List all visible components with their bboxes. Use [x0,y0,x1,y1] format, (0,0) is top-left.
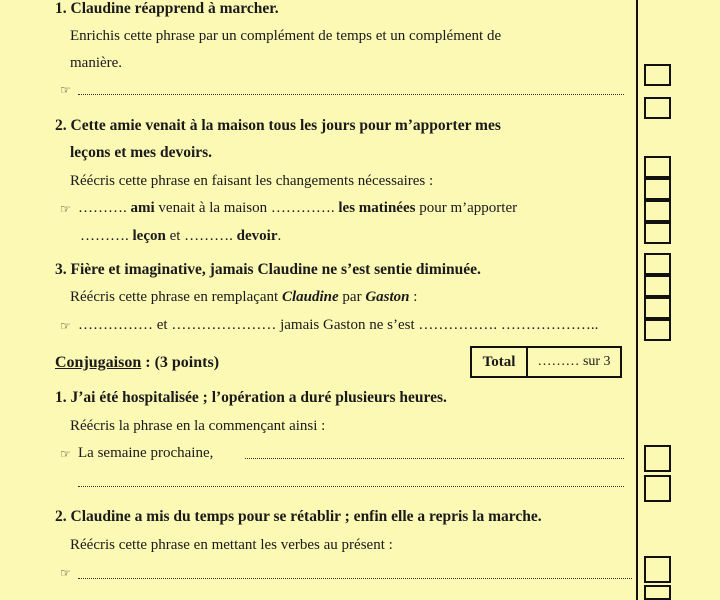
ex2-title-line2: leçons et mes devoirs. [70,144,213,161]
ex3-instr-text: : [413,289,418,305]
total-label: Total [472,348,528,376]
pointing-hand-icon: ☞ [60,447,71,461]
total-value[interactable]: ……… sur 3 [537,354,611,369]
ex3-instr-gaston: Gaston [365,289,410,305]
ex2-text: pour m’apporter [419,200,518,216]
ex3-answer-line[interactable]: …………… et ………………… jamais Gaston ne s’est ……………. ……………….. [78,317,599,333]
ex3-instr-text: Réécris cette phrase en remplaçant [70,289,279,305]
c1-answer-line2[interactable] [78,486,624,487]
score-box[interactable] [644,64,671,86]
ex2-word-lecon: leçon [132,228,166,244]
ex1-instruction-line1: Enrichis cette phrase par un complément de temps et un complément de [70,28,502,44]
ex2-answer-line1 [78,199,517,217]
pointing-hand-icon: ☞ [60,202,71,216]
margin-line [636,0,638,600]
score-box[interactable] [644,253,671,275]
ex3-instruction [70,288,417,306]
ex2-title-line1: 2. Cette amie venait à la maison tous les jours pour m’apporter mes [55,117,501,134]
total-score-box [470,346,622,378]
ex2-word-devoir: devoir [236,228,278,244]
ex2-instruction: Réécris cette phrase en faisant les changements nécessaires : [70,173,434,189]
ex1-answer-line[interactable] [78,94,624,95]
pointing-hand-icon: ☞ [60,566,71,580]
score-box[interactable] [644,585,671,600]
conjugaison-label: Conjugaison [55,354,142,371]
ex3-title: 3. Fière et imaginative, jamais Claudine ne s’est sentie diminuée. [55,261,481,278]
score-box[interactable] [644,319,671,341]
ex3-instr-text: par [342,289,362,305]
ex2-answer-line2 [80,227,281,245]
score-box[interactable] [644,275,671,297]
c1-instruction: Réécris la phrase en la commençant ainsi : [70,418,326,434]
c1-title: 1. J’ai été hospitalisée ; l’opération a duré plusieurs heures. [55,389,447,406]
pointing-hand-icon: ☞ [60,83,71,97]
section-heading [55,354,219,372]
c2-instruction: Réécris cette phrase en mettant les verbes au présent : [70,537,393,553]
score-box[interactable] [644,222,671,244]
ex2-blank[interactable]: ………. [80,228,129,244]
c1-answer-line1[interactable] [245,458,624,459]
ex1-instruction-line2: manière. [70,55,123,71]
ex3-instr-claudine: Claudine [281,289,339,305]
c1-start-text: La semaine prochaine, [78,445,214,461]
ex1-title: 1. Claudine réapprend à marcher. [55,0,279,17]
ex2-period: . [277,228,282,244]
c2-title: 2. Claudine a mis du temps pour se rétablir ; enfin elle a repris la marche. [55,508,542,525]
score-box[interactable] [644,556,671,583]
ex2-text: et ………. [169,228,233,244]
score-box[interactable] [644,200,671,222]
ex2-word-matinees: les matinées [338,200,416,216]
c2-answer-line[interactable] [78,578,632,579]
ex2-text: venait à la maison …………. [158,200,335,216]
score-box[interactable] [644,178,671,200]
ex2-word-ami: ami [130,200,155,216]
score-box[interactable] [644,445,671,472]
score-box[interactable] [644,97,671,119]
score-box[interactable] [644,475,671,502]
score-box[interactable] [644,156,671,178]
pointing-hand-icon: ☞ [60,319,71,333]
score-box[interactable] [644,297,671,319]
conjugaison-points: : (3 points) [145,354,220,371]
ex2-blank[interactable]: ………. [78,200,127,216]
